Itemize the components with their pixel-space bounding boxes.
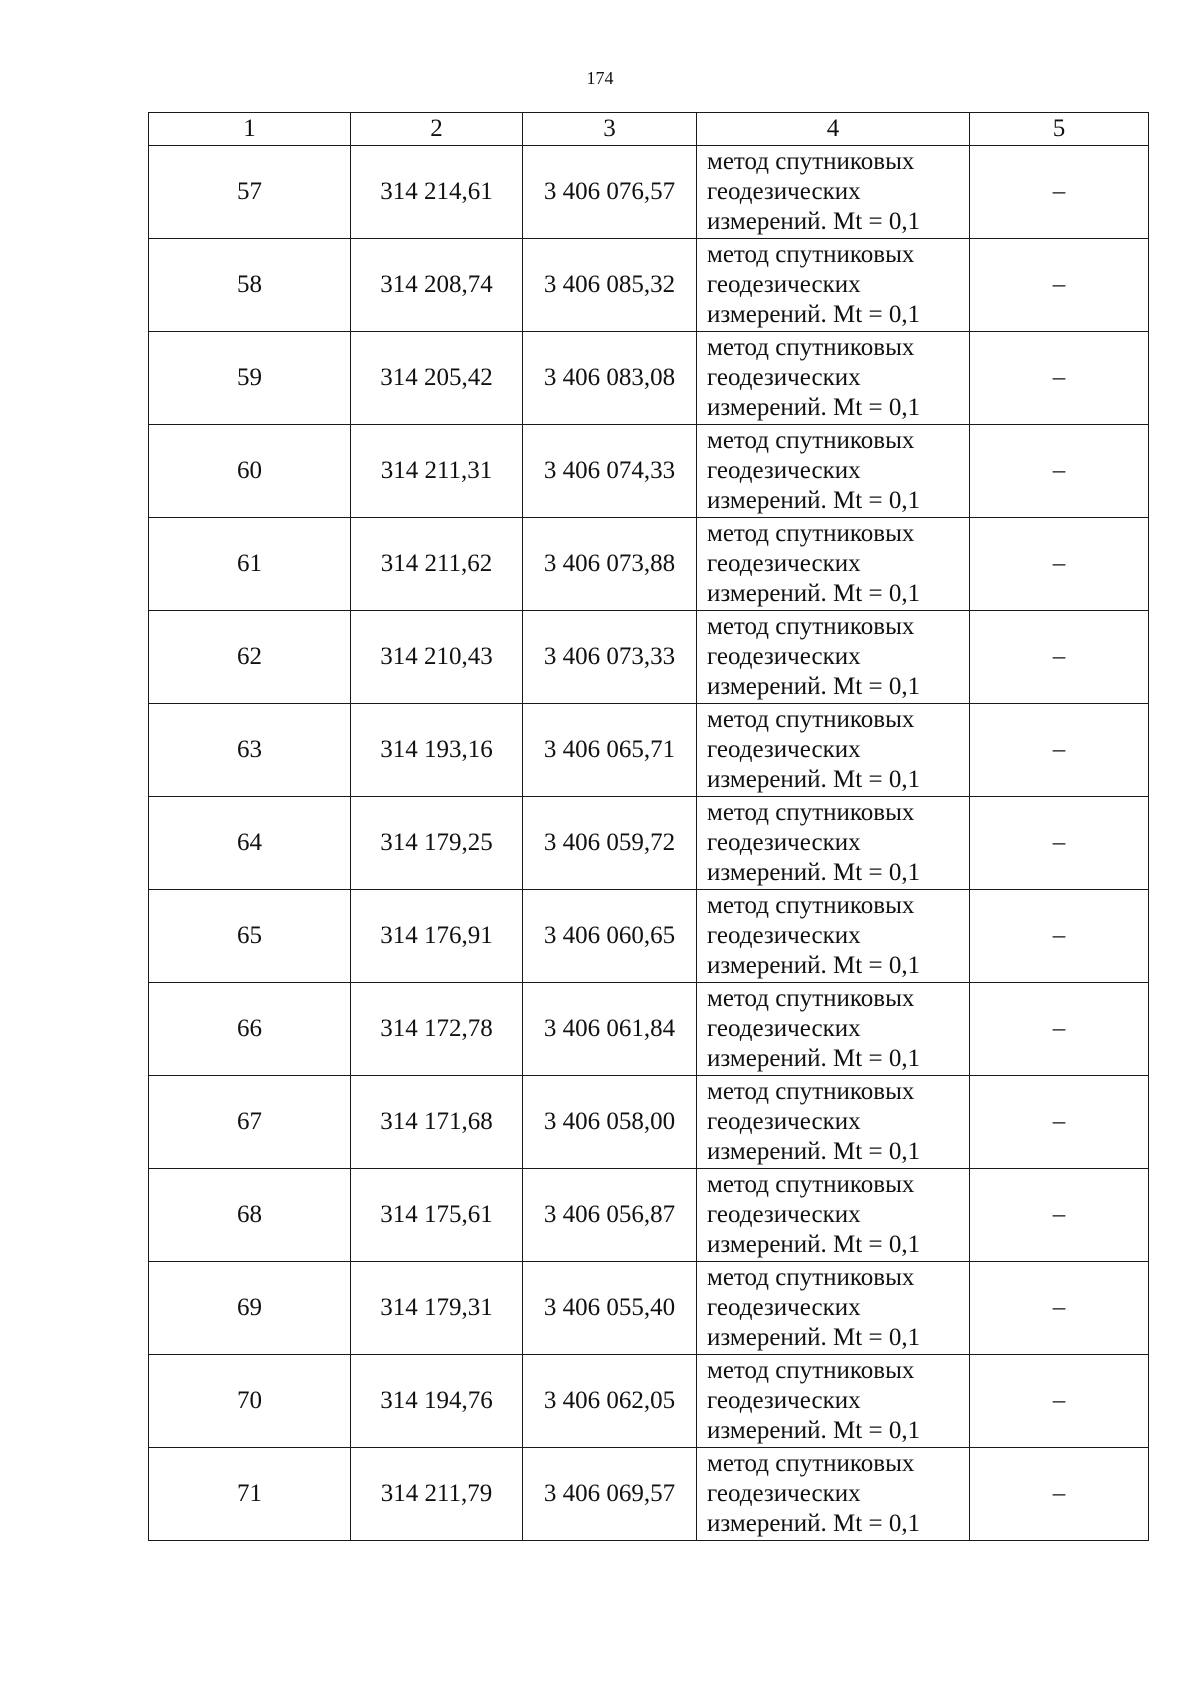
column-header: 3 [523, 113, 697, 146]
coordinates-table [148, 112, 1149, 1541]
method-line: измерений. Mt = 0,1 [707, 394, 921, 421]
x-coordinate-cell: 314 179,25 [351, 797, 523, 890]
table-row [149, 332, 1149, 425]
y-coordinate-cell: 3 406 069,57 [523, 1448, 697, 1541]
y-coordinate-cell: 3 406 059,72 [523, 797, 697, 890]
column-header: 2 [351, 113, 523, 146]
method-line: метод спутниковых [707, 1264, 915, 1291]
point-number-cell: 61 [149, 518, 351, 611]
x-coordinate-cell: 314 179,31 [351, 1262, 523, 1355]
table-row [149, 983, 1149, 1076]
note-cell: – [970, 518, 1149, 611]
method-line: измерений. Mt = 0,1 [707, 859, 921, 886]
method-cell [697, 611, 970, 704]
method-line: метод спутниковых [707, 334, 915, 361]
x-coordinate-cell: 314 211,31 [351, 425, 523, 518]
point-number-cell: 58 [149, 239, 351, 332]
y-coordinate-cell: 3 406 073,33 [523, 611, 697, 704]
point-number-cell: 69 [149, 1262, 351, 1355]
point-number-cell: 70 [149, 1355, 351, 1448]
method-cell [697, 1448, 970, 1541]
note-cell: – [970, 1169, 1149, 1262]
method-line: метод спутниковых [707, 520, 915, 547]
method-line: метод спутниковых [707, 1450, 915, 1477]
method-cell [697, 1262, 970, 1355]
column-header: 1 [149, 113, 351, 146]
method-cell [697, 1169, 970, 1262]
method-line: геодезических [707, 1201, 861, 1228]
table-row [149, 704, 1149, 797]
method-cell [697, 1355, 970, 1448]
method-line: измерений. Mt = 0,1 [707, 580, 921, 607]
method-line: метод спутниковых [707, 892, 915, 919]
note-cell: – [970, 983, 1149, 1076]
note-cell: – [970, 146, 1149, 239]
method-cell [697, 1076, 970, 1169]
method-cell [697, 239, 970, 332]
method-cell [697, 983, 970, 1076]
note-cell: – [970, 704, 1149, 797]
point-number-cell: 57 [149, 146, 351, 239]
note-cell: – [970, 1076, 1149, 1169]
table-row [149, 1169, 1149, 1262]
y-coordinate-cell: 3 406 065,71 [523, 704, 697, 797]
method-cell [697, 518, 970, 611]
point-number-cell: 65 [149, 890, 351, 983]
point-number-cell: 60 [149, 425, 351, 518]
method-line: измерений. Mt = 0,1 [707, 1138, 921, 1165]
column-header: 4 [697, 113, 970, 146]
y-coordinate-cell: 3 406 085,32 [523, 239, 697, 332]
note-cell: – [970, 1448, 1149, 1541]
method-line: измерений. Mt = 0,1 [707, 1510, 921, 1537]
table-row [149, 890, 1149, 983]
y-coordinate-cell: 3 406 083,08 [523, 332, 697, 425]
method-cell [697, 797, 970, 890]
method-line: геодезических [707, 1015, 861, 1042]
method-line: геодезических [707, 1108, 861, 1135]
method-line: измерений. Mt = 0,1 [707, 1231, 921, 1258]
method-line: геодезических [707, 829, 861, 856]
point-number-cell: 62 [149, 611, 351, 704]
point-number-cell: 59 [149, 332, 351, 425]
method-line: геодезических [707, 457, 861, 484]
method-line: геодезических [707, 271, 861, 298]
x-coordinate-cell: 314 172,78 [351, 983, 523, 1076]
x-coordinate-cell: 314 171,68 [351, 1076, 523, 1169]
method-line: геодезических [707, 1294, 861, 1321]
note-cell: – [970, 890, 1149, 983]
table-row [149, 1262, 1149, 1355]
method-line: метод спутниковых [707, 1078, 915, 1105]
method-line: метод спутниковых [707, 985, 915, 1012]
method-line: геодезических [707, 550, 861, 577]
y-coordinate-cell: 3 406 062,05 [523, 1355, 697, 1448]
point-number-cell: 63 [149, 704, 351, 797]
point-number-cell: 66 [149, 983, 351, 1076]
y-coordinate-cell: 3 406 076,57 [523, 146, 697, 239]
method-line: измерений. Mt = 0,1 [707, 952, 921, 979]
y-coordinate-cell: 3 406 061,84 [523, 983, 697, 1076]
table-row [149, 797, 1149, 890]
y-coordinate-cell: 3 406 060,65 [523, 890, 697, 983]
page-number: 174 [586, 68, 614, 88]
note-cell: – [970, 611, 1149, 704]
note-cell: – [970, 797, 1149, 890]
x-coordinate-cell: 314 175,61 [351, 1169, 523, 1262]
table-row [149, 146, 1149, 239]
note-cell: – [970, 239, 1149, 332]
y-coordinate-cell: 3 406 055,40 [523, 1262, 697, 1355]
x-coordinate-cell: 314 211,62 [351, 518, 523, 611]
x-coordinate-cell: 314 208,74 [351, 239, 523, 332]
point-number-cell: 68 [149, 1169, 351, 1262]
point-number-cell: 64 [149, 797, 351, 890]
x-coordinate-cell: 314 194,76 [351, 1355, 523, 1448]
note-cell: – [970, 425, 1149, 518]
method-line: измерений. Mt = 0,1 [707, 1045, 921, 1072]
table-row [149, 1076, 1149, 1169]
method-line: геодезических [707, 178, 861, 205]
method-cell [697, 890, 970, 983]
table-row [149, 611, 1149, 704]
method-line: измерений. Mt = 0,1 [707, 208, 921, 235]
x-coordinate-cell: 314 205,42 [351, 332, 523, 425]
method-line: геодезических [707, 643, 861, 670]
table-row [149, 518, 1149, 611]
note-cell: – [970, 1355, 1149, 1448]
method-line: геодезических [707, 364, 861, 391]
table-row [149, 425, 1149, 518]
method-line: измерений. Mt = 0,1 [707, 1324, 921, 1351]
method-line: измерений. Mt = 0,1 [707, 673, 921, 700]
column-header: 5 [970, 113, 1149, 146]
point-number-cell: 71 [149, 1448, 351, 1541]
method-line: измерений. Mt = 0,1 [707, 1417, 921, 1444]
method-line: метод спутниковых [707, 799, 915, 826]
method-cell [697, 425, 970, 518]
method-line: геодезических [707, 736, 861, 763]
method-line: метод спутниковых [707, 1171, 915, 1198]
table-row [149, 1355, 1149, 1448]
note-cell: – [970, 332, 1149, 425]
method-line: измерений. Mt = 0,1 [707, 301, 921, 328]
method-line: метод спутниковых [707, 148, 915, 175]
table-header-row [149, 113, 1149, 146]
y-coordinate-cell: 3 406 074,33 [523, 425, 697, 518]
table-row [149, 239, 1149, 332]
x-coordinate-cell: 314 176,91 [351, 890, 523, 983]
method-line: геодезических [707, 1480, 861, 1507]
method-line: метод спутниковых [707, 241, 915, 268]
point-number-cell: 67 [149, 1076, 351, 1169]
x-coordinate-cell: 314 214,61 [351, 146, 523, 239]
method-cell [697, 704, 970, 797]
note-cell: – [970, 1262, 1149, 1355]
table-row [149, 1448, 1149, 1541]
method-line: измерений. Mt = 0,1 [707, 766, 921, 793]
method-cell [697, 332, 970, 425]
method-line: метод спутниковых [707, 1357, 915, 1384]
method-line: геодезических [707, 1387, 861, 1414]
x-coordinate-cell: 314 210,43 [351, 611, 523, 704]
method-line: метод спутниковых [707, 427, 915, 454]
method-line: геодезических [707, 922, 861, 949]
method-cell [697, 146, 970, 239]
y-coordinate-cell: 3 406 058,00 [523, 1076, 697, 1169]
x-coordinate-cell: 314 193,16 [351, 704, 523, 797]
method-line: метод спутниковых [707, 613, 915, 640]
y-coordinate-cell: 3 406 073,88 [523, 518, 697, 611]
x-coordinate-cell: 314 211,79 [351, 1448, 523, 1541]
method-line: метод спутниковых [707, 706, 915, 733]
method-line: измерений. Mt = 0,1 [707, 487, 921, 514]
y-coordinate-cell: 3 406 056,87 [523, 1169, 697, 1262]
